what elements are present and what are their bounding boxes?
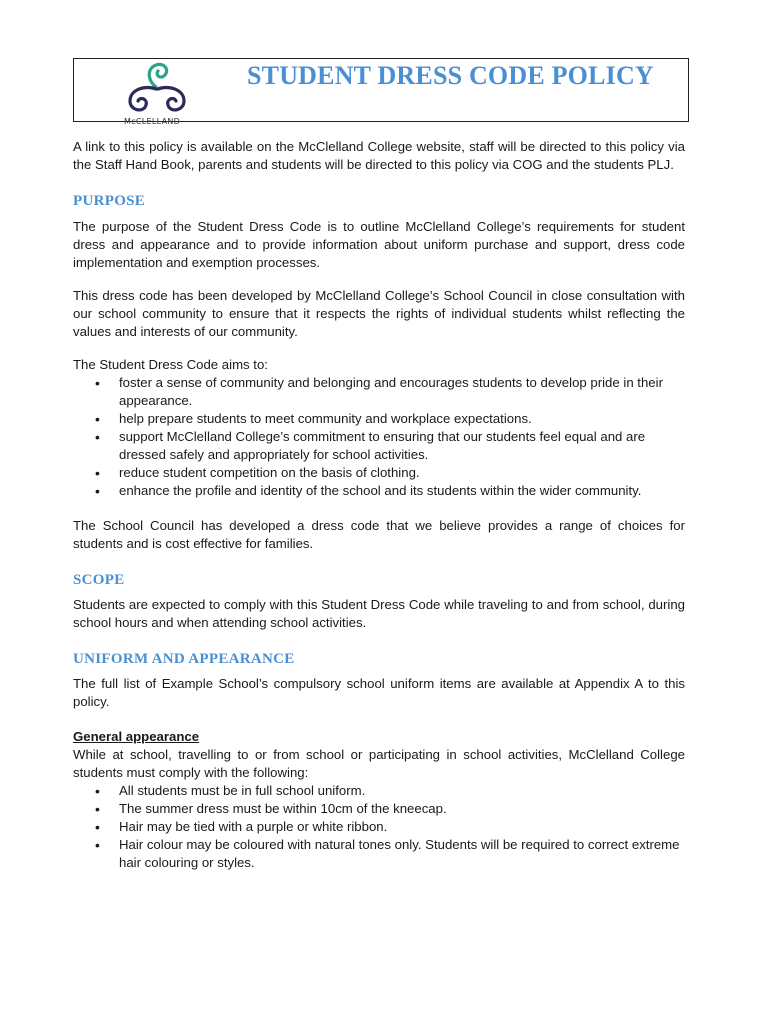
list-item: • reduce student competition on the basis of clothing. — [119, 464, 685, 482]
general-appearance-heading: General appearance — [73, 729, 200, 744]
list-item: • The summer dress must be within 10cm of the kneecap. — [119, 800, 685, 818]
header-box — [73, 58, 689, 126]
purpose-paragraph-2: This dress code has been developed by McClelland College’s School Council in close consultation with our school community to ensure that it respects the rights of individual students whilst reflecting the values and interests of our community. — [73, 288, 685, 339]
list-item: • foster a sense of community and belonging and encourages students to develop pride in their appearance. — [119, 374, 685, 410]
intro-paragraph: A link to this policy is available on the McClelland College website, staff will be directed to this policy via the Staff Hand Book, parents and students will be directed to this policy via COG and the students PLJ. — [73, 139, 685, 172]
logo-teal-spiral — [149, 64, 166, 87]
list-item: • Hair may be tied with a purple or white ribbon. — [119, 818, 685, 836]
purpose-heading: PURPOSE — [73, 193, 146, 209]
list-item: • Hair colour may be coloured with natural tones only. Students will be required to correct extreme hair colouring or styles. — [119, 836, 685, 872]
uniform-heading: UNIFORM AND APPEARANCE — [73, 651, 295, 667]
logo-navy-left-spiral — [130, 88, 156, 110]
mcclelland-logo — [118, 59, 198, 125]
list-item: • support McClelland College’s commitment to ensuring that our students feel equal and are dressed safely and appropriately for school activities. — [119, 428, 685, 464]
scope-paragraph: Students are expected to comply with this Student Dress Code while traveling to and from school, during school hours and when attending school activities. — [73, 597, 685, 630]
aims-list — [73, 374, 685, 500]
document-title: STUDENT DRESS CODE POLICY — [247, 61, 654, 90]
logo-navy-right-spiral — [158, 88, 184, 110]
scope-heading: SCOPE — [73, 572, 125, 588]
general-appearance-intro: While at school, travelling to or from school or participating in school activities, McClelland College students must comply with the following: — [73, 747, 685, 780]
aims-intro: The Student Dress Code aims to: — [73, 357, 268, 372]
document-body — [73, 138, 685, 872]
list-item: • enhance the profile and identity of the school and its students within the wider community. — [119, 482, 685, 500]
purpose-paragraph-3: The School Council has developed a dress code that we believe provides a range of choices for students and is cost effective for families. — [73, 518, 685, 551]
logo-text: McCLELLAND — [124, 117, 181, 126]
list-item: • All students must be in full school uniform. — [119, 782, 685, 800]
general-appearance-list — [73, 782, 685, 872]
list-item: • help prepare students to meet community and workplace expectations. — [119, 410, 685, 428]
purpose-paragraph-1: The purpose of the Student Dress Code is to outline McClelland College’s requirements for student dress and appearance and to provide information about uniform purchase and support, dress code implementation and exemption processes. — [73, 219, 685, 270]
uniform-paragraph: The full list of Example School’s compulsory school uniform items are available at Appendix A to this policy. — [73, 676, 685, 709]
